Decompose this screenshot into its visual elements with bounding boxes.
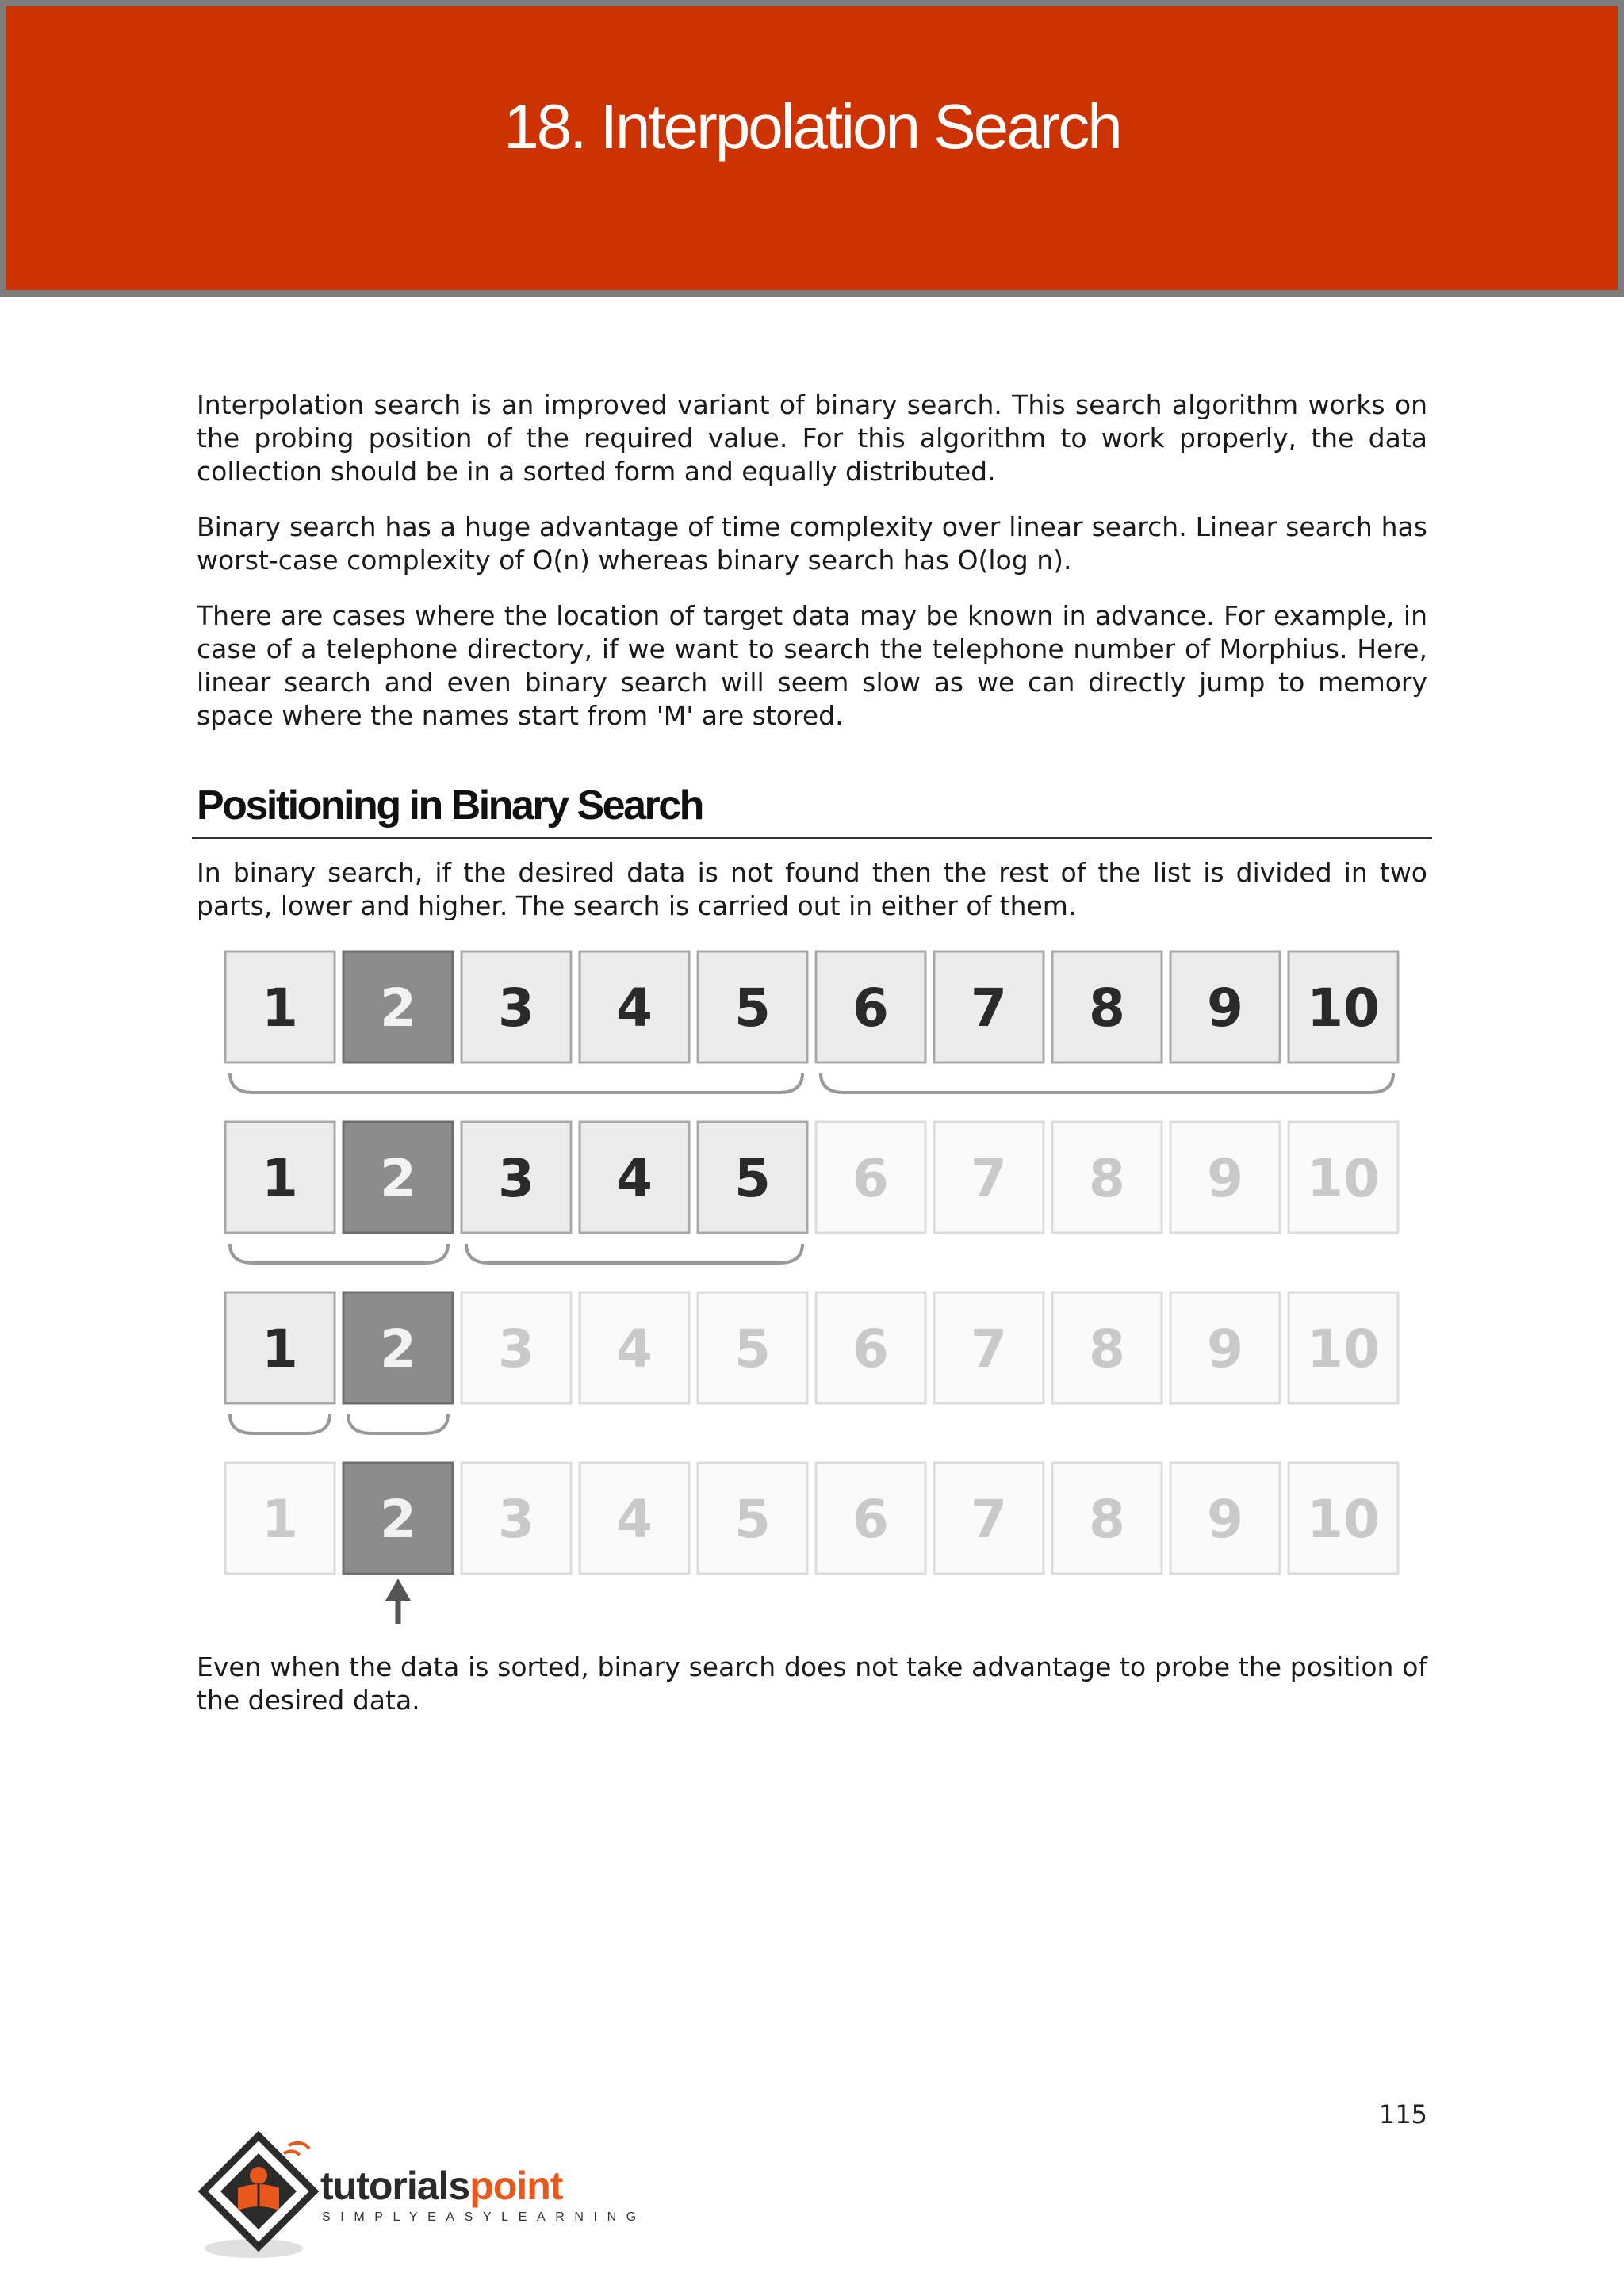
array-cell-value: 10 (1307, 1318, 1380, 1380)
split-bracket (230, 1073, 802, 1093)
array-cell-value: 2 (380, 1489, 416, 1550)
logo-tagline: SIMPLYEASYLEARNING (322, 2210, 646, 2224)
array-cell-value: 4 (616, 978, 653, 1039)
array-cell-value: 9 (1207, 978, 1243, 1039)
array-cell-value: 8 (1089, 1489, 1125, 1550)
array-cell-value: 10 (1307, 1148, 1380, 1209)
array-cell-value: 1 (262, 1148, 298, 1209)
array-cell-value: 6 (852, 1148, 889, 1209)
array-cell-value: 10 (1307, 978, 1380, 1039)
array-cell-value: 6 (852, 1489, 889, 1550)
array-cell-value: 5 (734, 1489, 771, 1550)
array-cell-value: 7 (971, 1148, 1007, 1209)
array-cell-value: 6 (852, 978, 889, 1039)
array-cell-value: 1 (262, 1489, 298, 1550)
array-cell-value: 8 (1089, 1148, 1125, 1209)
logo-emblem-icon (197, 2130, 320, 2264)
figure-row-1 (225, 951, 1398, 1062)
array-cell-value: 1 (262, 978, 298, 1039)
tutorialspoint-logo (197, 2130, 646, 2264)
up-arrow-icon (385, 1578, 411, 1601)
array-cell-value: 3 (498, 1489, 534, 1550)
closing-paragraph: Even when the data is sorted, binary search does not take advantage to probe the position of the desired data. (197, 1651, 1427, 1716)
logo-word-point: point (469, 2164, 563, 2208)
array-cell-value: 9 (1207, 1318, 1243, 1380)
page-number: 115 (1378, 2099, 1427, 2130)
split-bracket (821, 1073, 1393, 1093)
main-content (197, 388, 1427, 945)
figure-row-2 (225, 1122, 1398, 1233)
array-cell-value: 2 (380, 978, 416, 1039)
split-bracket (230, 1244, 448, 1263)
array-cell-value: 6 (852, 1318, 889, 1380)
array-cell-value: 2 (380, 1318, 416, 1380)
figure-row-4 (225, 1463, 1398, 1574)
figure-row-3 (225, 1292, 1398, 1403)
section-heading: Positioning in Binary Search (192, 782, 1432, 839)
array-cell-value: 9 (1207, 1489, 1243, 1550)
array-cell-value: 8 (1089, 1318, 1125, 1380)
split-bracket (348, 1414, 448, 1433)
intro-paragraph-1: Interpolation search is an improved variant of binary search. This search algorithm works on the probing position of the required value. For this algorithm to work properly, the data collection should be in a sorted form and equally distributed. (197, 389, 1427, 487)
chapter-title: 18. Interpolation Search (504, 91, 1120, 162)
binary-search-diagram (214, 943, 1404, 1633)
intro-paragraph-3: There are cases where the location of target data may be known in advance. For example, in case of a telephone directory, if we want to search the telephone number of Morphius. Here, linear search and even binary search will seem slow as we can directly jump to memory space where the names start from 'M' are stored. (197, 600, 1427, 731)
array-cell-value: 3 (498, 978, 534, 1039)
array-cell-value: 7 (971, 1318, 1007, 1380)
array-cell-value: 3 (498, 1148, 534, 1209)
logo-word-tutorials: tutorials (320, 2164, 470, 2208)
array-cell-value: 4 (616, 1318, 653, 1380)
array-cell-value: 10 (1307, 1489, 1380, 1550)
chapter-banner (0, 0, 1624, 297)
array-cell-value: 7 (971, 1489, 1007, 1550)
binary-search-figure (214, 943, 1404, 1633)
array-cell-value: 8 (1089, 978, 1125, 1039)
array-cell-value: 9 (1207, 1148, 1243, 1209)
array-cell-value: 4 (616, 1148, 653, 1209)
array-cell-value: 5 (734, 978, 771, 1039)
array-cell-value: 5 (734, 1318, 771, 1380)
section-paragraph: In binary search, if the desired data is not found then the rest of the list is divided in two parts, lower and higher. The search is carried out in either of them. (197, 857, 1427, 921)
logo-wordmark (320, 2163, 562, 2209)
array-cell-value: 4 (616, 1489, 653, 1550)
array-cell-value: 3 (498, 1318, 534, 1380)
split-bracket (466, 1244, 802, 1263)
intro-paragraph-2: Binary search has a huge advantage of time complexity over linear search. Linear search has worst-case complexity of O(n) whereas binary search has O(log n). (197, 511, 1427, 576)
array-cell-value: 7 (971, 978, 1007, 1039)
array-cell-value: 5 (734, 1148, 771, 1209)
array-cell-value: 1 (262, 1318, 298, 1380)
split-bracket (230, 1414, 330, 1433)
array-cell-value: 2 (380, 1148, 416, 1209)
